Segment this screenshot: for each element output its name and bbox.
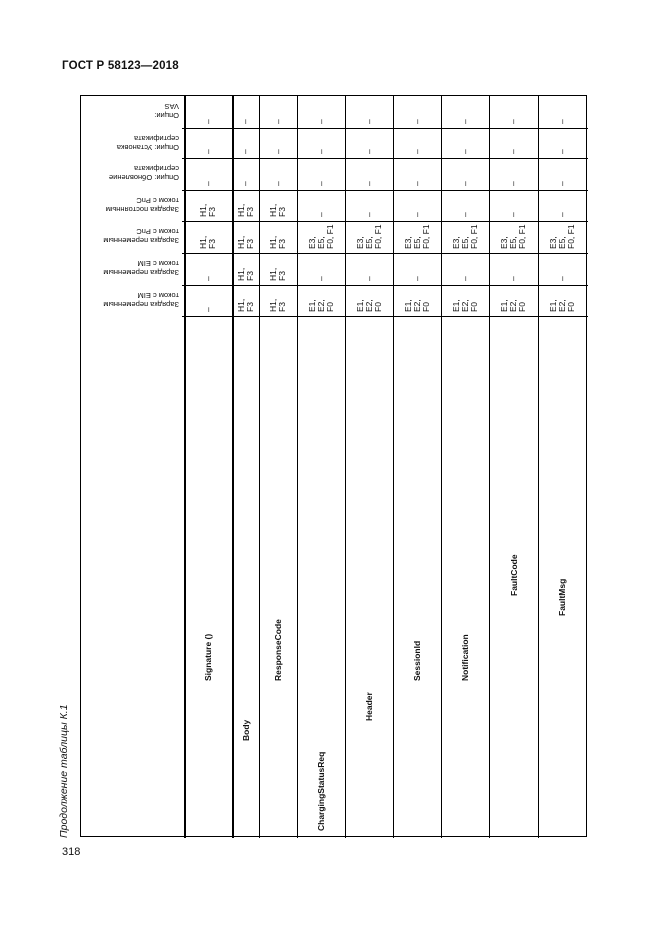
table-rule (182, 285, 588, 286)
table-cell: – (508, 212, 518, 217)
table-cell: – (202, 307, 213, 312)
table-cell: E1, E2, F0 (547, 299, 576, 312)
table-cell: – (315, 149, 326, 154)
table-cell: H1, F3 (268, 298, 287, 312)
table-cell: – (556, 149, 567, 154)
table-rule (182, 316, 588, 317)
table-cell: H1, F3 (235, 235, 255, 249)
table-rule (182, 221, 588, 222)
table-cell: E3, E5, F0, F1 (354, 224, 383, 249)
column-header: Опции: Установка сертификата (116, 134, 179, 152)
table-rule (232, 96, 234, 838)
table-cell: – (508, 276, 518, 281)
table-cell: H1, F3 (235, 267, 255, 281)
column-header: Опции: VAS (154, 102, 179, 120)
table-cell: – (508, 181, 518, 186)
table-cell: – (411, 119, 422, 124)
table-cell: – (411, 149, 422, 154)
table-cell: – (508, 149, 518, 154)
table-cell: – (363, 119, 374, 124)
table-rule (489, 96, 490, 838)
table-cell: – (411, 181, 422, 186)
table-cell: – (202, 181, 213, 186)
table-cell: – (315, 212, 326, 217)
table-rule (538, 96, 539, 838)
table-cell: H1, F3 (235, 298, 255, 312)
column-header: Зарядка переменным током с EIM (103, 291, 179, 309)
field-name: SessionId (412, 640, 422, 681)
table-cell: – (556, 212, 567, 217)
table-cell: – (202, 149, 213, 154)
table-rule (182, 190, 588, 191)
table-cell: H1, F3 (268, 203, 287, 217)
table-cell: H1, F3 (235, 203, 255, 217)
field-name: FaultMsg (557, 578, 567, 616)
field-name: FaultCode (508, 554, 519, 596)
table-cell: – (508, 119, 518, 124)
table-cell: H1, F3 (268, 235, 287, 249)
table-cell: – (240, 119, 250, 124)
field-name: ChargingStatusReq (316, 751, 326, 831)
table-rule (441, 96, 442, 838)
table-cell: H1, F3 (198, 203, 217, 217)
field-name: ResponseCode (273, 619, 283, 681)
table-cell: – (556, 119, 567, 124)
table-cell: – (240, 181, 250, 186)
table-cell: – (202, 276, 213, 281)
data-table (80, 95, 587, 837)
table-cell: – (240, 149, 250, 154)
table-cell: E1, E2, F0 (450, 299, 479, 312)
table-rule (182, 253, 588, 254)
field-name: Header (364, 692, 374, 721)
column-header: Зарядка переменным током с EIM (103, 259, 179, 277)
table-rule (182, 158, 588, 159)
table-cell: – (459, 276, 470, 281)
table-cell: E1, E2, F0 (499, 299, 527, 312)
table-rule (182, 128, 588, 129)
table-rule (184, 96, 186, 838)
table-cell: E3, E5, F0, F1 (450, 224, 479, 249)
table-cell: – (363, 212, 374, 217)
table-cell: – (315, 276, 326, 281)
table-cell: E3, E5, F0, F1 (499, 224, 527, 249)
table-cell: E1, E2, F0 (306, 299, 335, 312)
table-continuation-caption: Продолжение таблицы К.1 (58, 704, 70, 838)
table-cell: – (459, 212, 470, 217)
table-cell: – (556, 181, 567, 186)
column-header: Зарядка постоянным током с PnC (105, 196, 179, 214)
field-name: Notification (460, 634, 470, 681)
field-name: Body (240, 719, 251, 741)
table-cell: H1, F3 (198, 235, 217, 249)
table-cell: H1, F3 (268, 267, 287, 281)
table-cell: – (315, 181, 326, 186)
table-rule (345, 96, 346, 838)
table-cell: – (272, 181, 283, 186)
table-rule (297, 96, 298, 838)
table-cell: – (202, 119, 213, 124)
table-cell: – (459, 119, 470, 124)
page-number: 318 (62, 846, 81, 858)
table-cell: – (459, 181, 470, 186)
table-cell: – (411, 212, 422, 217)
table-cell: – (556, 276, 567, 281)
standard-number: ГОСТ Р 58123—2018 (62, 60, 179, 72)
table-cell: E3, E5, F0, F1 (547, 224, 576, 249)
table-cell: E3, E5, F0, F1 (306, 224, 335, 249)
column-header: Зарядка переменным током с PnC (103, 227, 179, 245)
table-rule (259, 96, 260, 838)
table-rule (393, 96, 394, 838)
table-cell: E1, E2, F0 (402, 299, 431, 312)
column-header: Опции: Обновление сертификата (108, 164, 179, 182)
table-cell: – (459, 149, 470, 154)
table-cell: E3, E5, F0, F1 (402, 224, 431, 249)
table-cell: E1, E2, F0 (354, 299, 383, 312)
table-cell: – (315, 119, 326, 124)
table-cell: – (363, 149, 374, 154)
field-name: Signature () (203, 633, 213, 681)
table-cell: – (272, 119, 283, 124)
table-cell: – (363, 276, 374, 281)
table-cell: – (272, 149, 283, 154)
table-cell: – (363, 181, 374, 186)
table-cell: – (411, 276, 422, 281)
